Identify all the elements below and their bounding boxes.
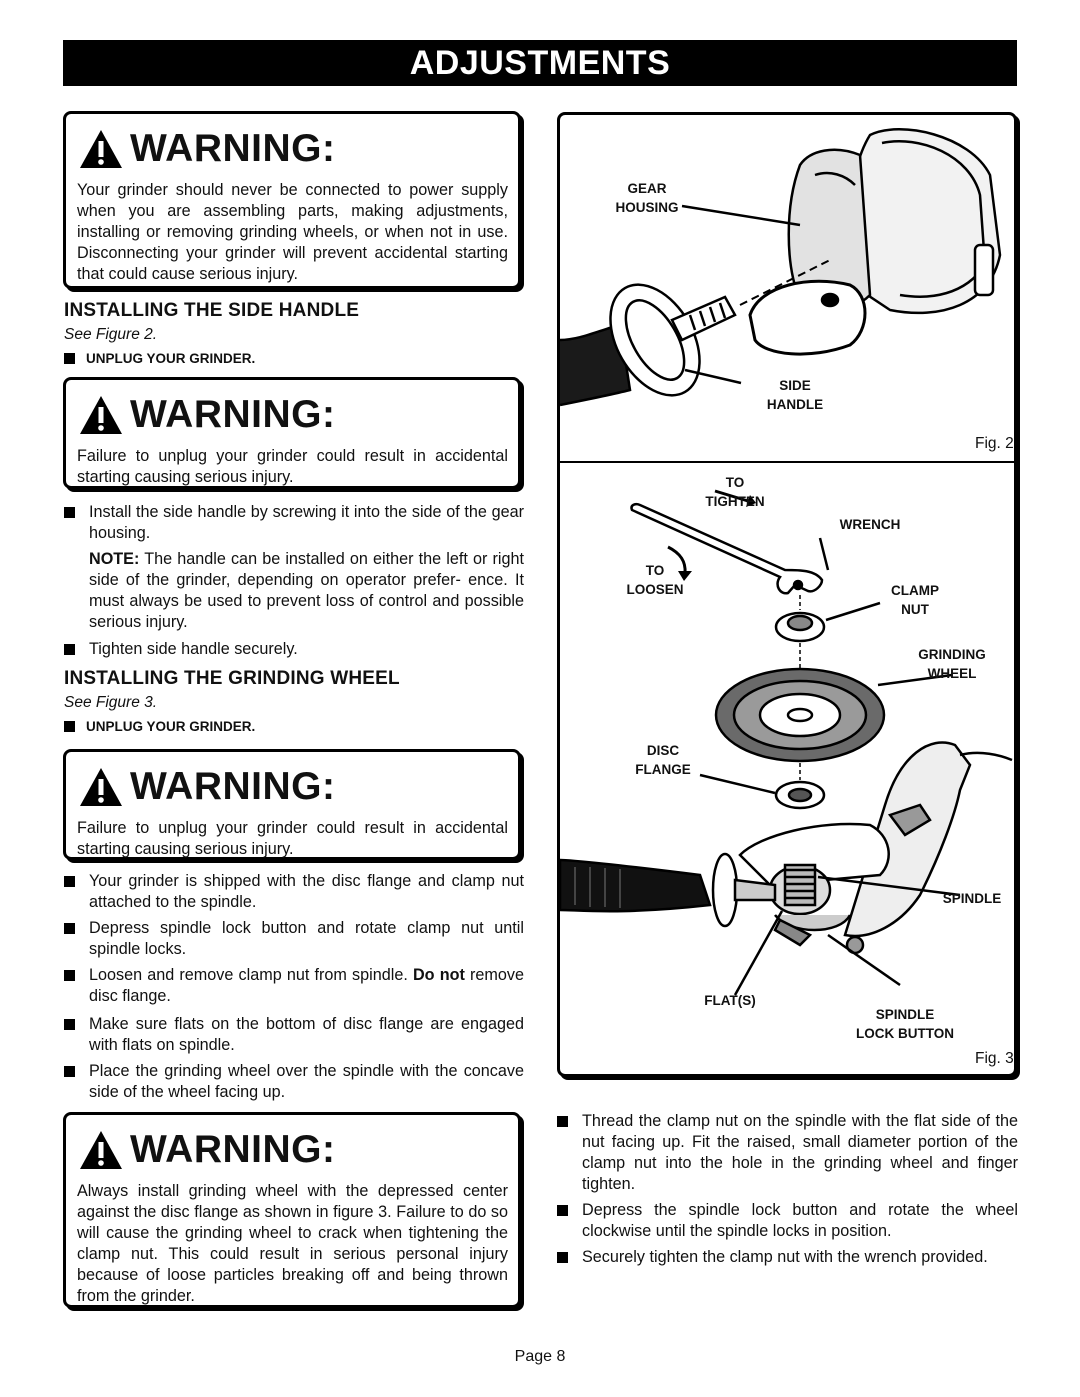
bullet-icon	[64, 644, 75, 655]
list-item: Depress spindle lock button and rotate clamp nut until spindle locks.	[64, 918, 524, 960]
list-item: Loosen and remove clamp nut from spindle. Do not remove disc flange.	[64, 965, 524, 1007]
bullet-icon	[64, 353, 75, 364]
warning-title: WARNING:	[130, 393, 336, 436]
bullet-icon	[64, 507, 75, 518]
disc-flange-drawing	[700, 775, 824, 808]
list-item: Depress the spindle lock button and rotate the wheel clockwise until the spindle locks in position.	[557, 1200, 1018, 1242]
section-heading-grinding-wheel: INSTALLING THE GRINDING WHEEL	[64, 668, 400, 689]
unplug-instruction	[64, 351, 255, 366]
figure-caption-3: Fig. 3	[975, 1050, 1014, 1067]
list-item: Make sure flats on the bottom of disc flange are engaged with flats on spindle.	[64, 1014, 524, 1056]
see-figure-2: See Figure 2.	[64, 326, 158, 343]
grinder-fig2-drawing	[750, 129, 1000, 354]
warning-icon	[78, 128, 124, 170]
bullet-icon	[64, 970, 75, 981]
label-gear-housing: GEAR HOUSING	[615, 181, 679, 215]
list-item: Your grinder is shipped with the disc flange and clamp nut attached to the spindle.	[64, 871, 524, 913]
side-handle-fig3-drawing	[560, 854, 775, 926]
bullet-icon	[557, 1252, 568, 1263]
do-not-emphasis: Do not	[412, 966, 465, 984]
warning-title: WARNING:	[130, 765, 336, 808]
note-label: NOTE:	[89, 550, 140, 568]
label-grinding-wheel: GRINDING WHEEL	[918, 647, 986, 681]
warning-box-unplug-1	[63, 377, 521, 489]
list-item: Install the side handle by screwing it into the side of the gear housing.	[64, 502, 524, 544]
warning-icon	[78, 1129, 124, 1171]
bullet-icon	[64, 1019, 75, 1030]
warning-box-unplug-2	[63, 749, 521, 860]
label-side-handle: SIDE HANDLE	[766, 378, 824, 412]
warning-text: Your grinder should never be connected to power supply when you are assembling parts, making adjustments, installing or removing grinding wheels, or when not in use. Disconnecting your grinder will prevent accidental starting that could cause serious injury.	[77, 181, 508, 283]
warning-box-power	[63, 111, 521, 289]
see-figure-3: See Figure 3.	[64, 694, 158, 711]
label-spindle-lock-button: SPINDLE LOCK BUTTON	[856, 1007, 954, 1041]
bullet-icon	[64, 1066, 75, 1077]
bullet-icon	[64, 876, 75, 887]
label-clamp-nut: CLAMP NUT	[891, 583, 939, 617]
warning-text: Failure to unplug your grinder could result in accidental starting causing serious injury.	[77, 819, 508, 858]
figure-caption-2: Fig. 2	[975, 435, 1014, 452]
unplug-label: UNPLUG YOUR GRINDER.	[86, 719, 256, 734]
label-to-tighten: TO TIGHTEN	[705, 475, 765, 509]
figure-panel	[557, 112, 1017, 1077]
page-number: Page 8	[514, 1348, 566, 1365]
warning-text: Always install grinding wheel with the depressed center against the disc flange as shown in figure 3. Failure to do so will cause the grinding wheel to crack when tightening the clamp nut. This could result in serious personal injury because of loose particles breaking off and being thrown from the grinder.	[77, 1182, 508, 1305]
bullet-icon	[557, 1116, 568, 1127]
list-item: Securely tighten the clamp nut with the wrench provided.	[557, 1247, 1018, 1268]
label-disc-flange: DISC FLANGE	[635, 743, 691, 777]
bullet-icon	[64, 923, 75, 934]
label-to-loosen: TO LOOSEN	[626, 563, 684, 597]
list-item: Thread the clamp nut on the spindle with the flat side of the nut facing up. Fit the raised, small diameter portion of the clamp nut into the hole in the grinding wheel and finger tighten.	[557, 1111, 1018, 1195]
list-item: Tighten side handle securely.	[64, 639, 524, 660]
warning-title: WARNING:	[130, 127, 336, 170]
label-spindle: SPINDLE	[942, 891, 1002, 906]
warning-text: Failure to unplug your grinder could result in accidental starting causing serious injury.	[77, 447, 508, 486]
label-wrench: WRENCH	[839, 517, 901, 532]
label-flats: FLAT(S)	[704, 993, 756, 1008]
bullet-icon	[64, 721, 75, 732]
section-heading-side-handle: INSTALLING THE SIDE HANDLE	[64, 300, 360, 321]
unplug-instruction	[64, 719, 255, 734]
warning-title: WARNING:	[130, 1128, 336, 1171]
warning-icon	[78, 394, 124, 436]
page-title: ADJUSTMENTS	[63, 40, 1017, 86]
unplug-label: UNPLUG YOUR GRINDER.	[86, 351, 256, 366]
warning-box-install-wheel	[63, 1112, 521, 1308]
note-paragraph: NOTE: The handle can be installed on either the left or right side of the grinder, depending on operator prefer- ence. It must always be used to prevent loss of control and possible serious injury.	[89, 550, 524, 631]
warning-icon	[78, 766, 124, 808]
grinder-fig3-drawing	[740, 743, 1012, 954]
list-item: Place the grinding wheel over the spindle with the concave side of the wheel facing up.	[64, 1061, 524, 1103]
bullet-icon	[557, 1205, 568, 1216]
